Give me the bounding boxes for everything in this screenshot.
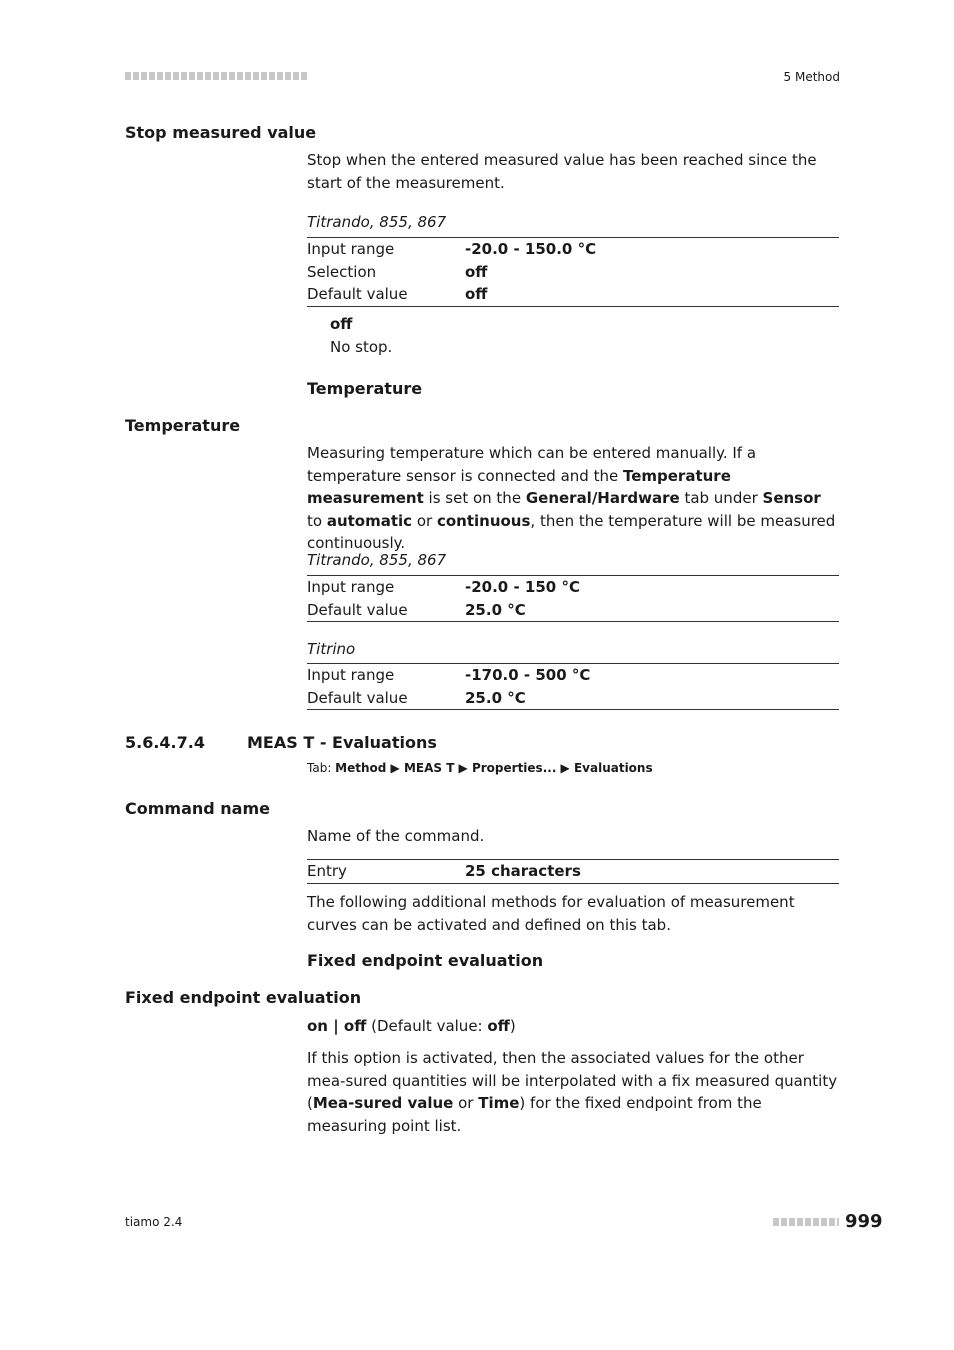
row-key: Entry — [307, 862, 347, 880]
footer-decoration — [773, 1218, 839, 1226]
stop-measured-value-description: Stop when the entered measured value has been reached since the start of the measurement. — [307, 151, 817, 192]
chapter-title: 5 Method — [783, 70, 840, 84]
page-number: 999 — [845, 1211, 883, 1232]
table-row — [307, 664, 839, 687]
row-value: -170.0 - 500 °C — [465, 666, 591, 684]
table-row — [307, 238, 839, 261]
option-name: off — [330, 315, 353, 333]
row-key: Default value — [307, 688, 408, 707]
row-value: 25.0 °C — [465, 600, 526, 619]
fixed-endpoint-values: on | off (Default value: off) — [307, 1017, 516, 1035]
row-value: -20.0 - 150 °C — [465, 578, 580, 596]
evaluation-intro-text: The following additional methods for evaluation of measurement curves can be activated and defined on this tab. — [307, 893, 795, 934]
command-name-description: Name of the command. — [307, 827, 485, 845]
temperature-description: Measuring temperature which can be entered manually. If a temperature sensor is connected and the Temperature measurement is set on the General/Hardware tab under Sensor to automatic or continuous, then the temperature will be measured continuously. — [307, 444, 836, 552]
row-value: 25.0 °C — [465, 688, 526, 707]
term-fixed-endpoint-evaluation: Fixed endpoint evaluation — [125, 988, 362, 1007]
table-row — [307, 283, 839, 306]
header-decoration — [125, 72, 307, 80]
table-caption: Titrino — [307, 640, 356, 658]
table-row — [307, 860, 839, 883]
row-key: Input range — [307, 666, 395, 684]
product-name: tiamo 2.4 — [125, 1215, 183, 1229]
row-key: Default value — [307, 285, 408, 303]
parameter-table — [307, 859, 839, 884]
parameter-table — [307, 663, 839, 710]
term-stop-measured-value: Stop measured value — [125, 123, 317, 142]
section-title: MEAS T - Evaluations — [247, 733, 437, 752]
table-caption: Titrando, 855, 867 — [307, 213, 447, 231]
subheading-temperature: Temperature — [307, 379, 423, 398]
table-row — [307, 687, 839, 710]
option-description: No stop. — [330, 338, 393, 356]
term-command-name: Command name — [125, 799, 270, 818]
parameter-table — [307, 575, 839, 622]
row-value: off — [465, 285, 488, 303]
table-caption: Titrando, 855, 867 — [307, 551, 447, 569]
table-row — [307, 599, 839, 622]
table-row — [307, 261, 839, 284]
row-key: Selection — [307, 262, 377, 281]
row-key: Input range — [307, 240, 395, 258]
section-number: 5.6.4.7.4 — [125, 733, 205, 752]
tab-path: Tab: Method ▶ MEAS T ▶ Properties... ▶ Evaluations — [307, 761, 653, 775]
row-value: 25 characters — [465, 862, 581, 880]
table-row — [307, 576, 839, 599]
row-key: Input range — [307, 578, 395, 596]
subheading-fixed-endpoint: Fixed endpoint evaluation — [307, 951, 544, 970]
fixed-endpoint-description: If this option is activated, then the associated values for the other mea-sured quantities will be interpolated with a fix measured quantity (Mea-sured value or Time) for the fixed endpoint from the measuring point list. — [307, 1049, 838, 1135]
row-value: -20.0 - 150.0 °C — [465, 240, 597, 258]
row-key: Default value — [307, 600, 408, 619]
term-temperature: Temperature — [125, 416, 241, 435]
parameter-table — [307, 237, 839, 307]
row-value: off — [465, 262, 488, 281]
